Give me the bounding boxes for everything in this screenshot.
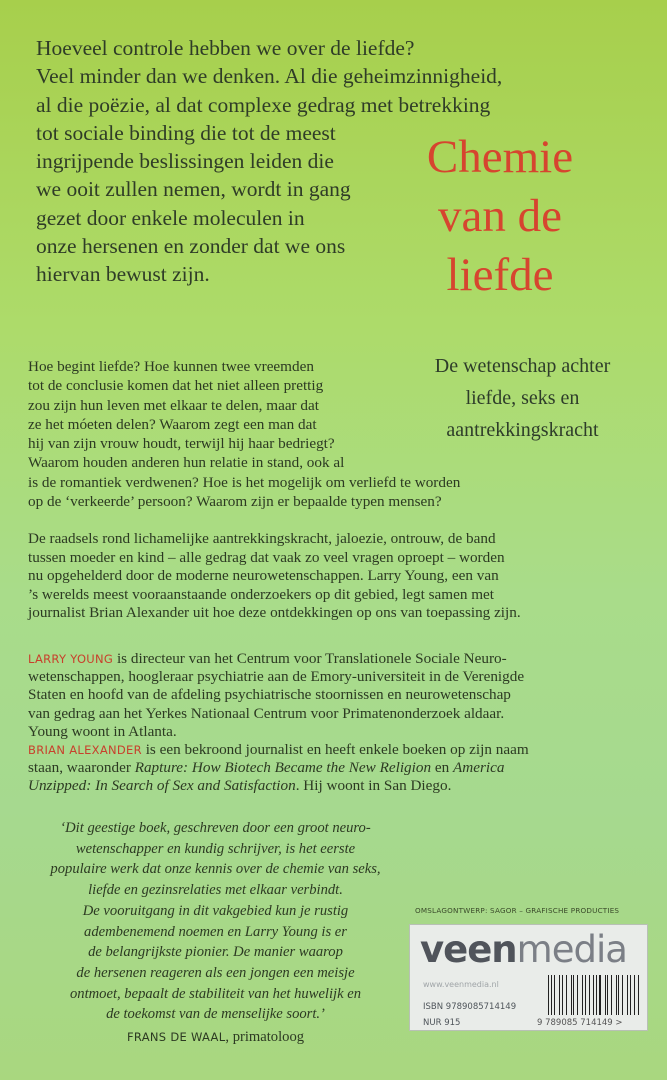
summary-paragraph [28, 530, 521, 623]
text-line: journalist Brian Alexander uit hoe deze ontdekkingen op ons van toepassing zijn. [28, 604, 521, 621]
text-line: is de romantiek verdwenen? Hoe is het mogelijk om verliefd te worden [28, 473, 461, 491]
quote-role: , primatoloog [225, 1029, 305, 1046]
author-name-alexander: BRIAN ALEXANDER [28, 743, 142, 758]
text-line: is directeur van het Centrum voor Translationele Sociale Neuro- [113, 650, 507, 667]
questions-paragraph [28, 357, 460, 511]
publisher-url: www.veenmedia.nl [423, 980, 499, 989]
review-quote [18, 818, 413, 1048]
text-line: Waarom houden anderen hun relatie in stand, ook al [28, 454, 345, 472]
quote-line: De vooruitgang in dit vakgebied kun je rustig [82, 902, 349, 919]
intro-line: we ooit zullen nemen, wordt in gang [36, 177, 351, 202]
quote-line: adembenemend noemen en Larry Young is er [84, 923, 347, 940]
title-line: van de [438, 190, 562, 242]
publisher-logo [420, 928, 627, 971]
intro-line: hiervan bewust zijn. [36, 262, 210, 287]
text-line: Staten en hoofd van de afdeling psychiatrische stoornissen en neurowetenschap [28, 686, 511, 704]
barcode-bar [593, 975, 594, 1015]
publisher-box [409, 924, 648, 1031]
subtitle-line: liefde, seks en [465, 387, 580, 409]
intro-line: Veel minder dan we denken. Al die geheimzinnigheid, [36, 64, 503, 89]
cover-design-credit: OMSLAGONTWERP: SAGOR – GRAFISCHE PRODUCTIES [415, 906, 620, 915]
book-title-america: America [452, 759, 505, 777]
text-line: Hoe begint liefde? Hoe kunnen twee vreemden [28, 358, 314, 375]
intro-line: al die poëzie, al dat complexe gedrag met betrekking [36, 92, 491, 117]
barcode-bar [559, 975, 560, 1015]
text-line: zou zijn hun leven met elkaar te delen, maar dat [28, 396, 319, 414]
logo-light: media [516, 928, 627, 971]
barcode-bar [582, 975, 583, 1015]
text-line: ’s werelds meest vooraanstaande onderzoekers op dit gebied, legt samen met [28, 585, 495, 603]
quote-line: populaire werk dat onze kennis over de chemie van seks, [50, 861, 381, 878]
nur-code: NUR 915 [423, 1018, 461, 1028]
intro-line: gezet door enkele moleculen in [36, 205, 305, 230]
subtitle-line: De wetenschap achter [434, 355, 611, 377]
author-bios [28, 650, 529, 796]
author-name-young: LARRY YOUNG [28, 652, 114, 666]
subtitle-line: aantrekkingskracht [446, 419, 599, 441]
book-title-rapture: Rapture: How Biotech Became the New Religion [134, 759, 432, 777]
quote-line: de toekomst van de menselijke soort.’ [106, 1006, 325, 1023]
text-line: nu opgehelderd door de moderne neurowetenschappen. Larry Young, een van [28, 567, 499, 584]
quote-line: de hersenen reageren als een jongen een meisje [76, 964, 355, 981]
text-line: wetenschappen, hoogleraar psychiatrie aan de Emory-universiteit in de Verenigde [28, 668, 525, 686]
quote-line: de belangrijkste pionier. De manier waarop [88, 944, 343, 961]
text-fragment: staan, waaronder [28, 759, 135, 777]
barcode-number: 9 789085 714149 > [537, 1018, 623, 1028]
text-line: is een bekroond journalist en heeft enkele boeken op zijn naam [141, 741, 529, 759]
text-fragment: en [431, 759, 453, 777]
quote-line: ‘Dit geestige boek, geschreven door een groot neuro- [60, 820, 371, 836]
text-line: van gedrag aan het Yerkes Nationaal Centrum voor Primatenonderzoek aldaar. [28, 704, 505, 722]
barcode-bar [548, 975, 549, 1015]
quote-line: liefde en gezinsrelaties met elkaar verbindt. [88, 882, 343, 899]
text-line: tussen moeder en kind – alle gedrag dat vaak zo veel vragen oproept – worden [28, 548, 505, 566]
barcode-bar [618, 975, 619, 1015]
isbn: ISBN 9789085714149 [423, 1002, 517, 1012]
book-title-america-cont: Unzipped: In Search of Sex and Satisfaction [28, 777, 296, 795]
text-line: Young woont in Atlanta. [28, 722, 177, 740]
text-fragment: . Hij woont in San Diego. [295, 777, 452, 795]
intro-line: tot sociale binding die tot de meest [36, 120, 336, 145]
intro-line: ingrijpende beslissingen leiden die [36, 149, 334, 174]
quote-line: wetenschapper en kundig schrijver, is het eerste [75, 840, 356, 857]
barcode-bar [627, 975, 628, 1015]
title-line: liefde [446, 249, 554, 301]
barcode-bar [566, 975, 567, 1015]
book-title [390, 128, 610, 305]
intro-line: onze hersenen en zonder dat we ons [36, 234, 346, 259]
quote-attribution [18, 1027, 413, 1048]
title-line: Chemie [426, 131, 574, 183]
text-line: ze het móeten delen? Waarom zegt een man dat [28, 415, 317, 433]
logo-bold: veen [420, 928, 517, 971]
text-line: tot de conclusie komen dat het niet alleen prettig [28, 377, 324, 395]
text-line: op de ‘verkeerde’ persoon? Waarom zijn er bepaalde typen mensen? [28, 493, 442, 511]
barcode-icon [548, 975, 640, 1015]
barcode-bar [638, 975, 639, 1015]
barcode-bar [607, 975, 608, 1015]
quote-author: FRANS DE WAAL [126, 1030, 226, 1045]
barcode-bar [599, 975, 600, 1015]
barcode-bar [577, 975, 578, 1015]
intro-line: Hoeveel controle hebben we over de liefde? [36, 36, 415, 60]
text-line: De raadsels rond lichamelijke aantrekkingskracht, jaloezie, ontrouw, de band [28, 530, 496, 547]
text-line: hij van zijn vrouw houdt, terwijl hij haar bedriegt? [28, 435, 335, 453]
quote-line: ontmoet, bepaalt de stabiliteit van het huwelijk en [69, 985, 361, 1002]
